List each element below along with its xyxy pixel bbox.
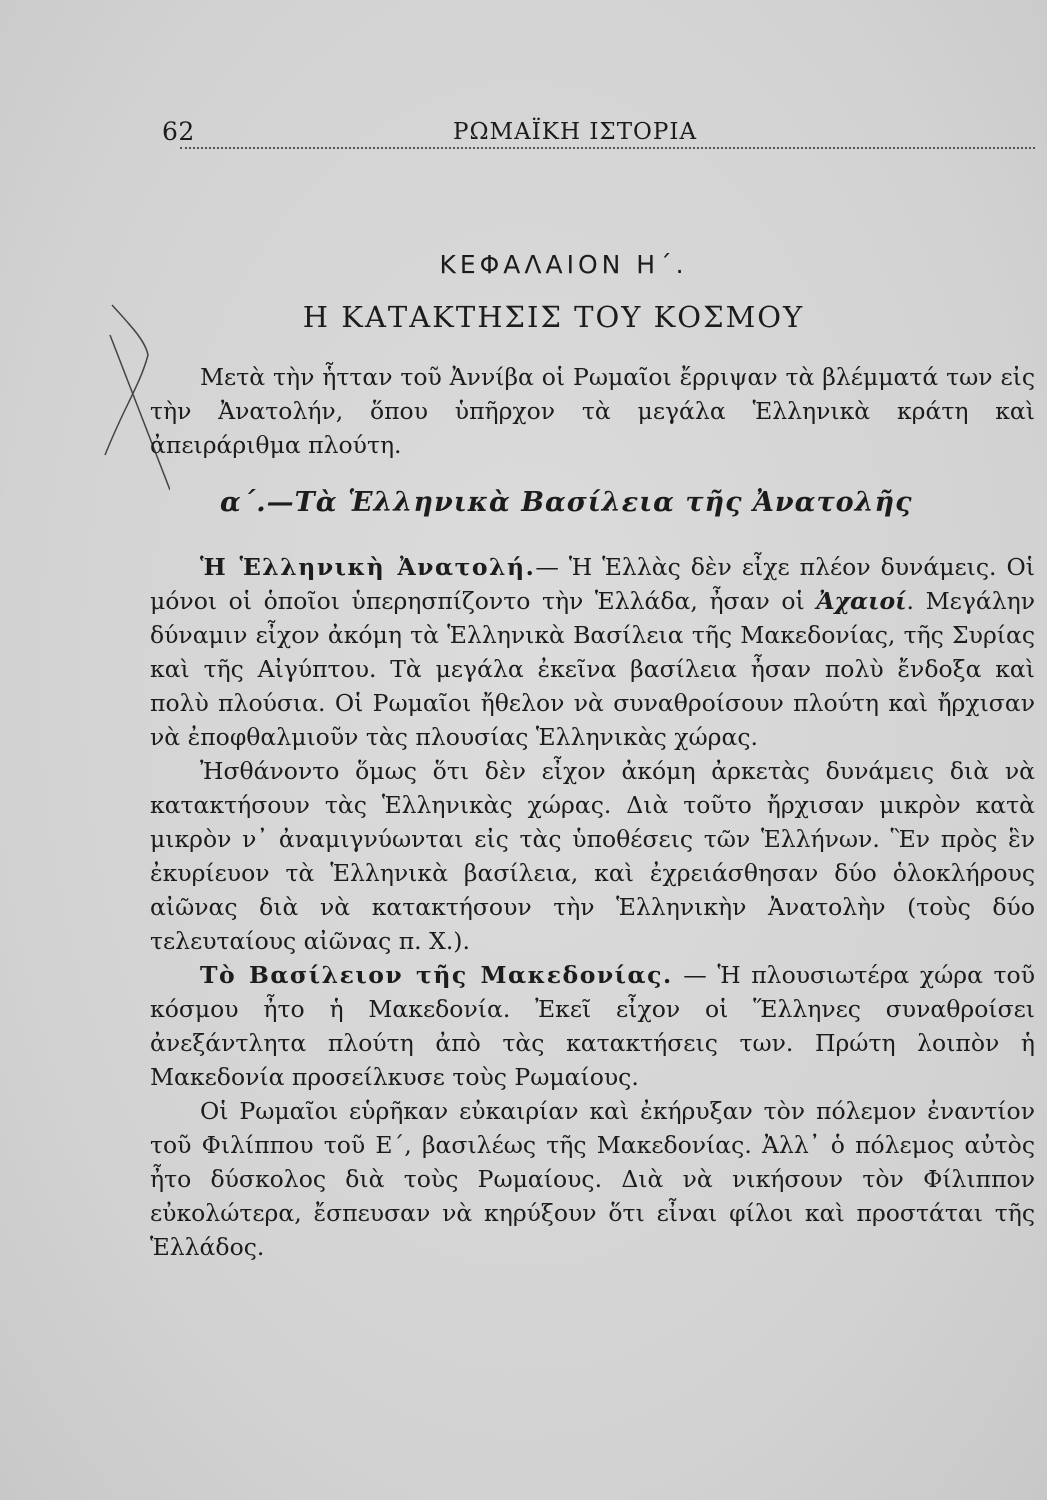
section-heading: α΄.—Τὰ Ἑλληνικὰ Βασίλεια τῆς Ἀνατολῆς [220,487,913,518]
page-header [140,115,1035,149]
header-rule [180,147,1035,149]
runin-heading-macedonia: Τὸ Βασίλειον τῆς Μακεδονίας. [200,961,673,989]
chapter-label: ΚΕΦΑΛΑΙΟΝ Η΄. [439,250,688,279]
paragraph-macedonia [150,958,1035,1094]
running-title: ΡΩΜΑΪΚΗ ΙΣΤΟΡΙΑ [453,119,698,145]
paragraph-text: — Ἡ Ἑλλὰς δὲν εἶχε πλέον δυνάμεις. Οἱ μόνοι οἱ ὁποῖοι ὑπερησπίζοντο τὴν Ἑλλάδα, ἦσαν οἱ [150,553,1036,615]
page-number: 62 [162,117,195,146]
paragraph-greek-east [150,550,1035,754]
paragraph-philip: Οἱ Ρωμαῖοι εὑρῆκαν εὐκαιρίαν καὶ ἐκήρυξαν τὸν πόλεμον ἐναντίον τοῦ Φιλίππου τοῦ Ε΄, βασιλέως τῆς Μακεδονίας. Ἀλλ᾽ ὁ πόλεμος αὐτὸς ἦτο δύσκολος διὰ τοὺς Ρωμαίους. Διὰ νὰ νικήσουν τὸν Φίλιππον εὐκολώτερα, ἔσπευσαν νὰ κηρύξουν ὅτι εἶναι φίλοι καὶ προστάται τῆς Ἑλλάδος. [150,1097,1035,1261]
paragraph-text: — Ἡ πλουσιωτέρα χώρα τοῦ κόσμου ἦτο ἡ Μακεδονία. Ἐκεῖ εἶχον οἱ Ἕλληνες συναθροίσει ἀνεξάντλητα πλούτη ἀπὸ τὰς κατακτήσεις των. Πρώτη λοιπὸν ἡ Μακεδονία προσείλκυσε τοὺς Ρωμαίους. [150,961,1035,1091]
paragraph-text: . Μεγάλην δύναμιν εἶχον ἀκόμη τὰ Ἑλληνικὰ Βασίλεια τῆς Μακεδονίας, τῆς Συρίας καὶ τῆς Αἰγύπτου. Τὰ μεγάλα ἐκεῖνα βασίλεια ἦσαν πολὺ ἔνδοξα καὶ πολὺ πλούσια. Οἱ Ρωμαῖοι ἤθελον νὰ συναθροίσουν πλούτη καὶ ἤρχισαν νὰ ἐποφθαλμιοῦν τὰς πλουσίας Ἑλληνικὰς χώρας. [150,587,1035,751]
runin-heading-greek-east: Ἡ Ἑλληνικὴ Ἀνατολή. [200,553,536,581]
paragraph-conquest: Ἠσθάνοντο ὅμως ὅτι δὲν εἶχον ἀκόμη ἀρκετὰς δυνάμεις διὰ νὰ κατακτήσουν τὰς Ἑλληνικὰς χώρας. Διὰ τοῦτο ἤρχισαν μικρὸν κατὰ μικρὸν ν᾽ ἀναμιγνύωνται εἰς τὰς ὑποθέσεις τῶν Ἑλλήνων. Ἓν πρὸς ἓν ἐκυρίευον τὰ Ἑλληνικὰ βασίλεια, καὶ ἐχρειάσθησαν δύο ὁλοκλήρους αἰῶνας διὰ νὰ κατακτήσουν τὴν Ἑλληνικὴν Ἀνατολὴν (τοὺς δύο τελευταίους αἰῶνας π. Χ.). [150,757,1035,955]
section-body [150,550,1035,1264]
intro-paragraph: Μετὰ τὴν ἧτταν τοῦ Ἀννίβα οἱ Ρωμαῖοι ἔρριψαν τὰ βλέμματά των εἰς τὴν Ἀνατολήν, ὅπου ὑπῆρχον τὰ μεγάλα Ἑλληνικὰ κράτη καὶ ἀπειράριθμα πλούτη. [150,363,1035,459]
chapter-title: Η ΚΑΤΑΚΤΗΣΙΣ ΤΟΥ ΚΟΣΜΟΥ [302,300,805,334]
emphasis-achaeans: Ἀχαιοί [816,587,907,615]
